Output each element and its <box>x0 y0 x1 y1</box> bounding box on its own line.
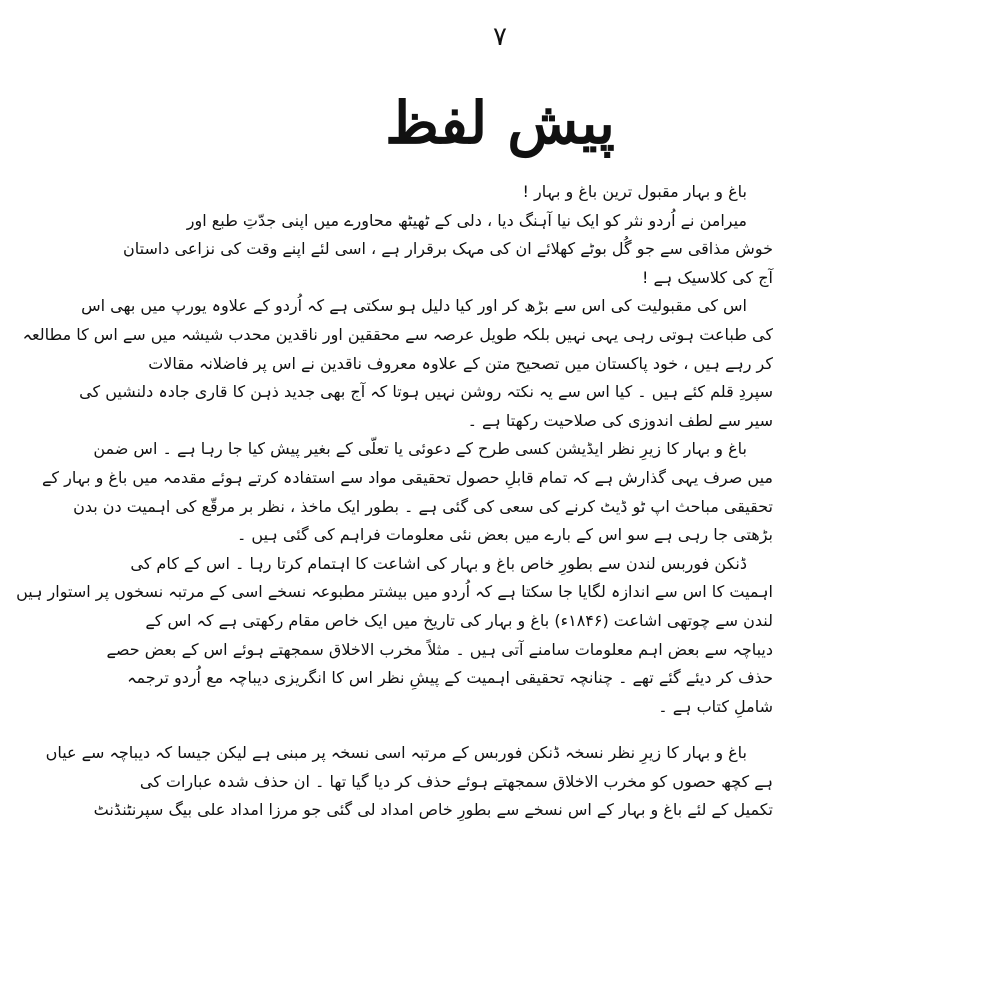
text-line: تکمیل کے لئے باغ و بہار کے اس نسخے سے بطورِ خاص امداد لی گئی جو مرزا امداد علی بیگ سپرنٹنڈنٹ <box>93 800 773 820</box>
text-line: باغ و بہار کا زیرِ نظر ایڈیشن کسی طرح کے دعوئی یا تعلّی کے بغیر پیش کیا جا رہا ہے ۔ اس ضمن <box>93 439 747 459</box>
text-line: اہمیت کا اس سے اندازہ لگایا جا سکتا ہے کہ اُردو میں بیشتر مطبوعہ نسخے اسی کے مرتبہ نسخوں پر استوار ہیں <box>16 582 773 602</box>
text-line: کی طباعت ہوتی رہی یہی نہیں بلکہ طویل عرصہ سے محققین اور ناقدین محدب شیشہ میں سے اس کا مطالعہ <box>22 324 773 344</box>
page-number: ۷ <box>493 22 507 52</box>
text-line: خوش مذاقی سے جو گُل بوٹے کھلائے ان کی مہک برقرار ہے ، اسی لئے اپنے وقت کی نزاعی داستان <box>122 239 773 259</box>
text-line: کر رہے ہیں ، خود پاکستان میں تصحیح متن کے علاوہ معروف ناقدین نے اس پر فاضلانہ مقالات <box>148 353 773 373</box>
text-line: ڈنکن فوربس لندن سے بطورِ خاص باغ و بہار کی اشاعت کا اہتمام کرتا رہا ۔ اس کے کام کی <box>130 553 747 573</box>
text-line: آج کی کلاسیک ہے ! <box>642 267 773 287</box>
body-text <box>16 178 773 825</box>
text-line: اس کی مقبولیت کی اس سے بڑھ کر اور کیا دلیل ہو سکتی ہے کہ اُردو کے علاوہ یورپ میں بھی اس <box>81 296 747 316</box>
text-line: سیر سے لطف اندوزی کی صلاحیت رکھتا ہے ۔ <box>467 410 773 430</box>
text-line: باغ و بہار کا زیرِ نظر نسخہ ڈنکن فوربس کے مرتبہ اسی نسخہ پر مبنی ہے لیکن جیسا کہ دیباچہ سے عیاں <box>45 743 747 763</box>
text-line: تحقیقی مباحث اپ ٹو ڈیٹ کرنے کی سعی کی گئی ہے ۔ بطور ایک ماخذ ، نظر بر مرقّع کی اہمیت دن بدن <box>73 496 773 516</box>
paragraph <box>16 550 773 722</box>
paragraph <box>228 178 773 207</box>
paragraph <box>45 739 773 825</box>
text-line: دیباچہ سے بعض اہم معلومات سامنے آتی ہیں ۔ مثلاً مخرب الاخلاق سمجھتے ہوئے اس کے بعض حصے <box>106 639 773 659</box>
paragraph <box>122 207 773 293</box>
text-line: میرامن نے اُردو نثر کو ایک نیا آہنگ دیا ، دلی کے ٹھیٹھ محاورے میں اپنی جدّتِ طبع اور <box>186 210 747 230</box>
paragraph <box>42 435 773 549</box>
text-line: میں صرف یہی گذارش ہے کہ تمام قابلِ حصول تحقیقی مواد سے استفادہ کرتے ہوئے مقدمہ میں باغ و بہار کے <box>42 467 773 487</box>
text-line: باغ و بہار مقبول ترین باغ و بہار ! <box>522 182 747 201</box>
text-line: بڑھتی جا رہی ہے سو اس کے بارے میں بعض نئی معلومات فراہم کی گئی ہیں ۔ <box>236 525 773 545</box>
text-line: حذف کر دیئے گئے تھے ۔ چنانچہ تحقیقی اہمیت کے پیشِ نظر اس کا انگریزی دیباچہ مع اُردو ترجمہ <box>127 668 773 688</box>
page-title: پیش لفظ <box>385 89 615 157</box>
text-line: سپردِ قلم کئے ہیں ۔ کیا اس سے یہ نکتہ روشن نہیں ہوتا کہ آج بھی جدید ذہن کا قاری جادہ دلنشیں کی <box>79 382 773 402</box>
paragraph <box>22 292 773 435</box>
text-line: لندن سے چوتھی اشاعت (۱۸۴۶ء) باغ و بہار کی تاریخ میں ایک خاص مقام رکھتی ہے کہ اس کے <box>145 610 773 630</box>
text-line: شاملِ کتاب ہے ۔ <box>658 696 773 716</box>
text-line: ہے کچھ حصوں کو مخرب الاخلاق سمجھتے ہوئے حذف کر دیا گیا تھا ۔ ان حذف شدہ عبارات کی <box>139 771 773 791</box>
